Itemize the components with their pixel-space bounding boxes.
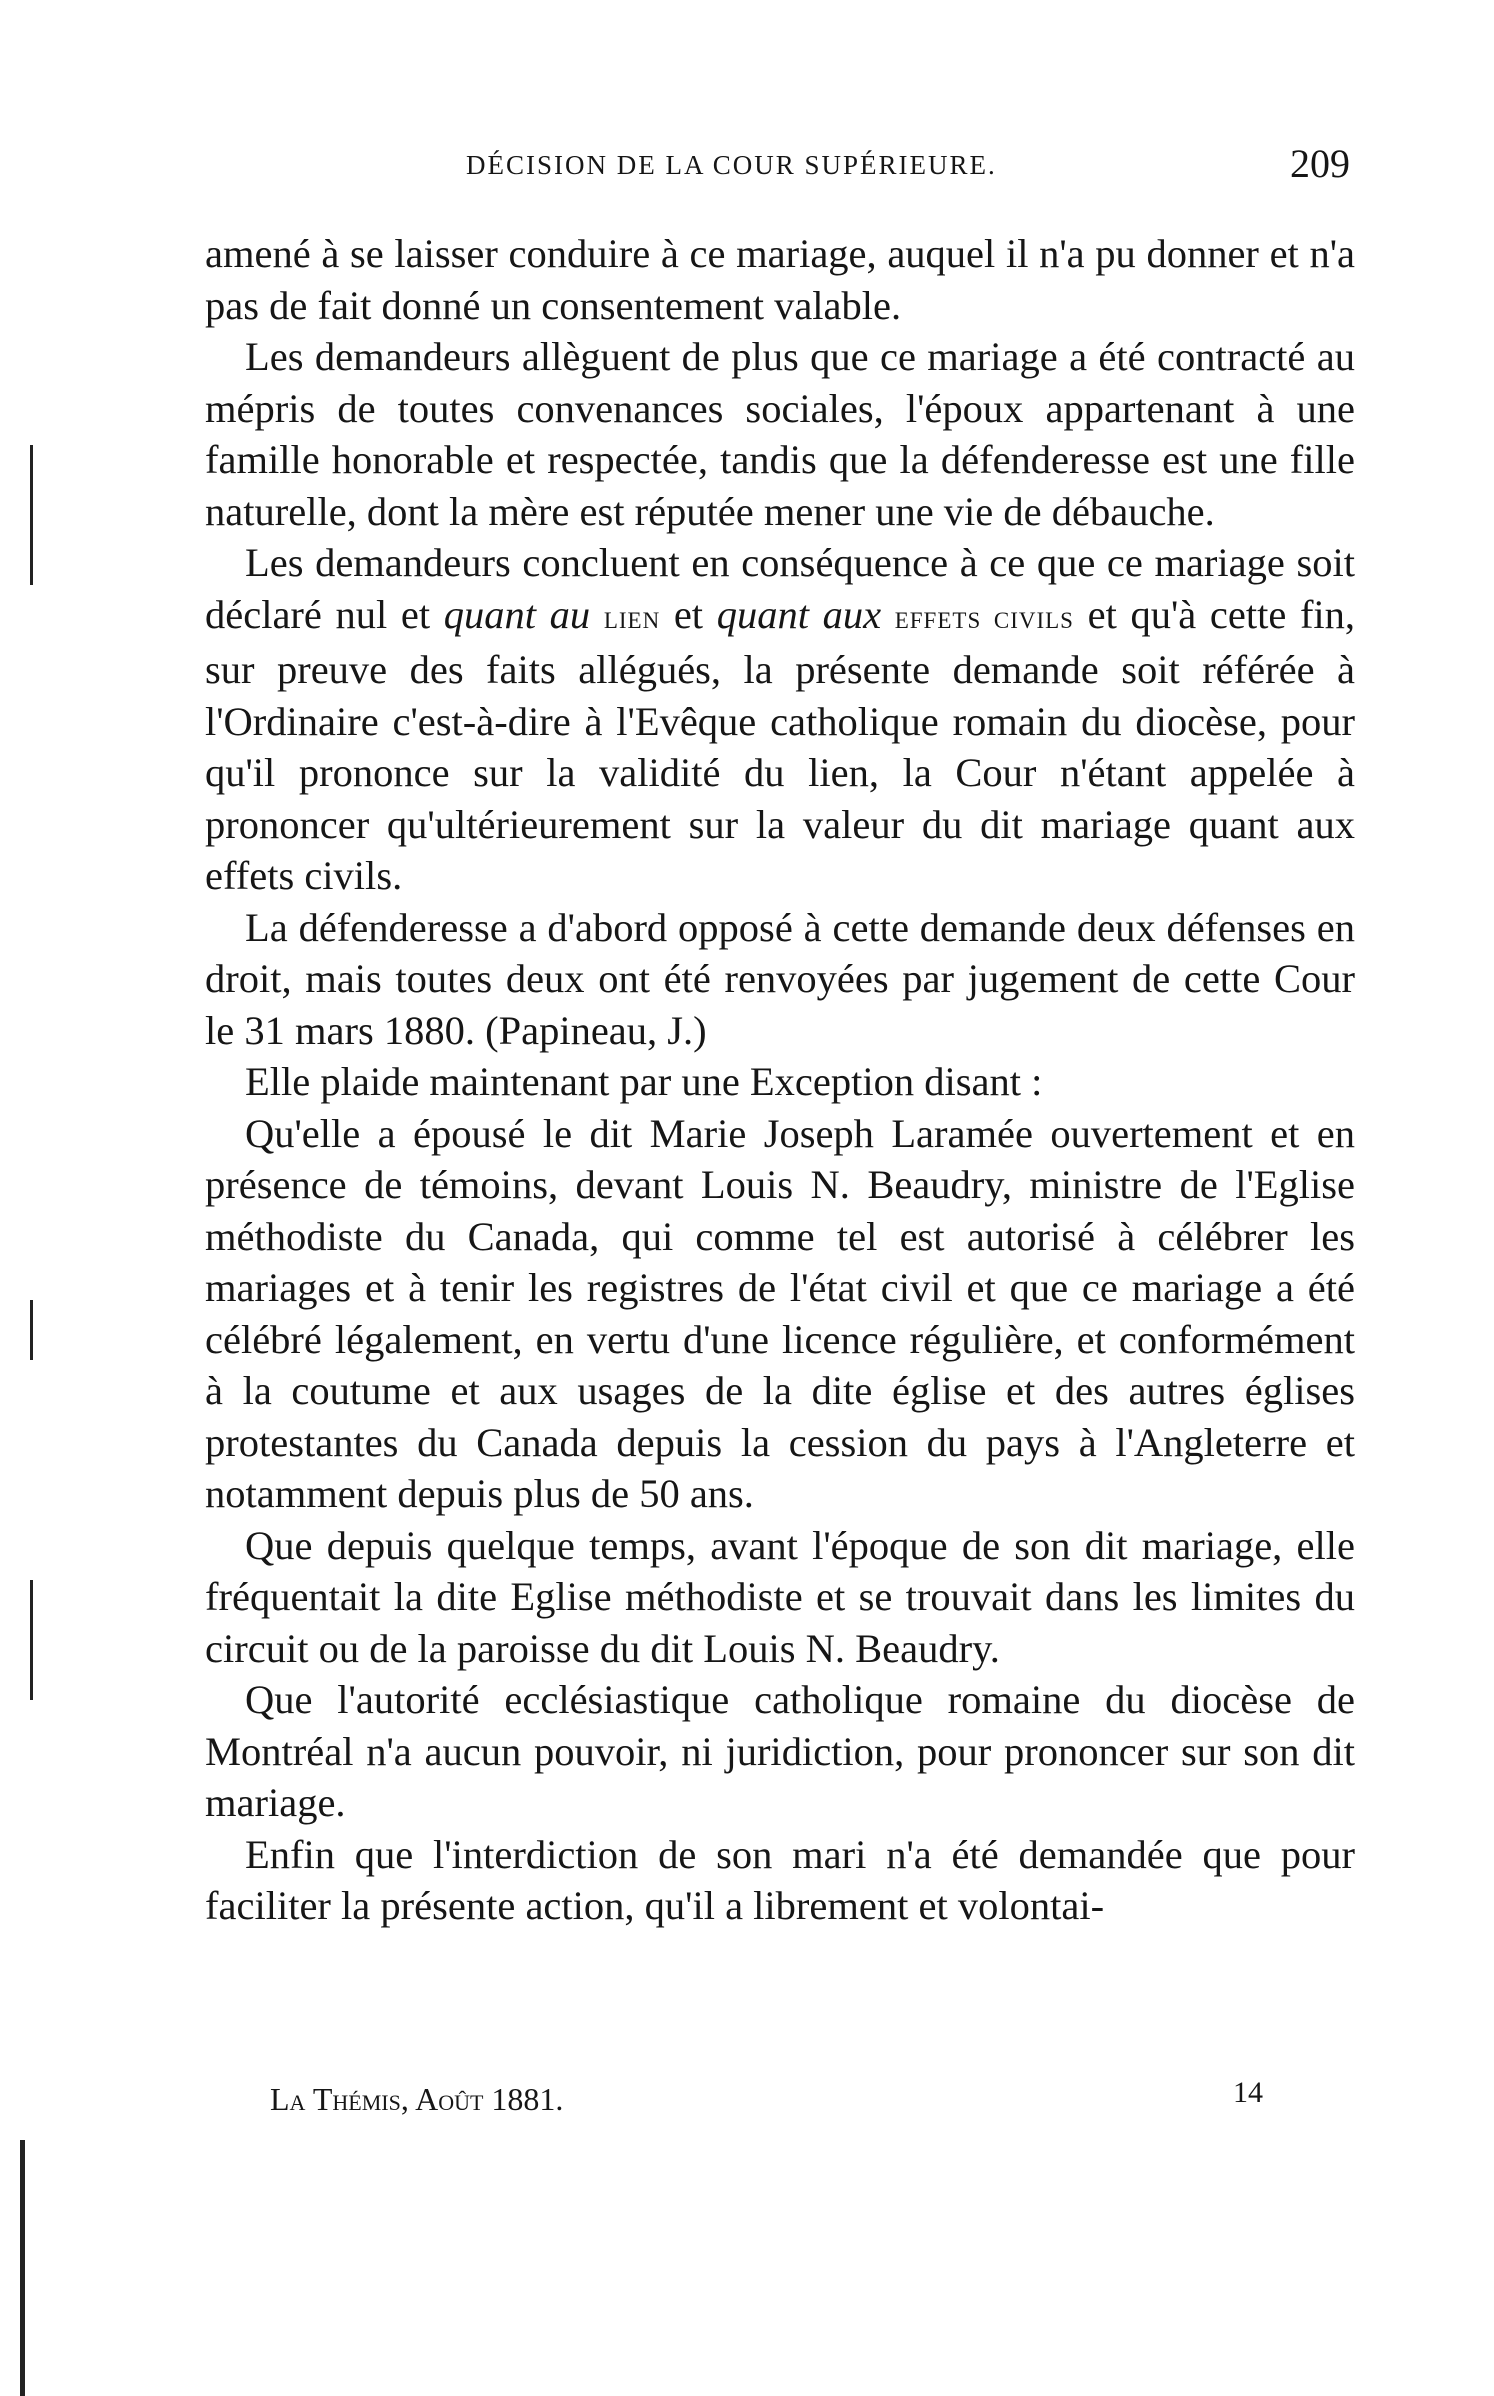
paragraph-defenses: La défenderesse a d'abord opposé à cette demande deux défenses en droit, mais toutes deux ont été renvoyées par jugement de cette Cour le 31 mars 1880. (Papineau, J.) bbox=[205, 904, 1355, 1053]
paragraph-exception-intro: Elle plaide maintenant par une Exception disant : bbox=[245, 1059, 1043, 1104]
paragraph-jurisdiction: Que l'autorité ecclésiastique catholique romaine du diocèse de Montréal n'a aucun pouvoir, ni juridiction, pour prononcer sur son dit mariage. bbox=[205, 1677, 1355, 1825]
effets-civils-smallcaps: effets civils bbox=[894, 599, 1074, 636]
body-text bbox=[205, 228, 1355, 1932]
paragraph-allegations: Les demandeurs allèguent de plus que ce mariage a été contracté au mépris de toutes convenances sociales, l'époux appartenant à une famille honorable et respectée, tandis que la défenderesse est une fille naturelle, dont la mère est réputée mener une vie de débauche. bbox=[205, 334, 1355, 534]
quant-au-italic: quant au bbox=[443, 591, 591, 637]
conclusions-text-b: et qu'à cette fin, sur preuve des faits allégués, la présente demande soit référée à l'Ordinaire c'est-à-dire à l'Evêque catholique romain du diocèse, pour qu'il prononce sur la validité du lien, la Cour n'étant appelée à prononcer qu'ultérieurement sur la valeur du dit mariage quant aux effets civils. bbox=[205, 591, 1356, 898]
quant-aux-italic: quant aux bbox=[716, 591, 882, 637]
paragraph-marriage: Qu'elle a épousé le dit Marie Joseph Laramée ouvertement et en présence de témoins, devant Louis N. Beaudry, ministre de l'Eglise méthodiste du Canada, qui comme tel est autorisé à célébrer les mariages et à tenir les registres de l'état civil et que ce mariage a été célébré légalement, en vertu d'une licence régulière, et conformément à la coutume et aux usages de la dite église et des autres églises protestantes du Canada depuis la cession du pays à l'Angleterre et notamment depuis plus de 50 ans. bbox=[205, 1110, 1355, 1516]
margin-rule bbox=[30, 1300, 33, 1360]
margin-rule bbox=[30, 1580, 33, 1700]
margin-rule bbox=[30, 445, 33, 585]
paragraph-conclusions bbox=[205, 537, 1355, 902]
conclusions-text-a: Les demandeurs concluent en conséquence à ce que ce mariage soit déclaré nul et bbox=[205, 540, 1355, 637]
footer-source: La Thémis, Août 1881. bbox=[270, 2081, 564, 2117]
signature-mark: 14 bbox=[1233, 2076, 1263, 2109]
paragraph-continued: amené à se laisser conduire à ce mariage, auquel il n'a pu donner et n'a pas de fait donné un consentement valable. bbox=[205, 231, 1355, 328]
margin-rule bbox=[20, 2140, 25, 2396]
page-number: 209 bbox=[1290, 141, 1350, 186]
lien-smallcaps: lien bbox=[603, 599, 661, 636]
paragraph-methodist-church: Que depuis quelque temps, avant l'époque de son dit mariage, elle fréquentait la dite Eglise méthodiste et se trouvait dans les limites du circuit ou de la paroisse du dit Louis N. Beaudry. bbox=[205, 1522, 1355, 1671]
running-head: DÉCISION DE LA COUR SUPÉRIEURE. bbox=[466, 150, 997, 180]
conclusions-et: et bbox=[673, 591, 704, 637]
paragraph-interdiction: Enfin que l'interdiction de son mari n'a été demandée que pour faciliter la présente action, qu'il a librement et volontai- bbox=[205, 1831, 1355, 1928]
